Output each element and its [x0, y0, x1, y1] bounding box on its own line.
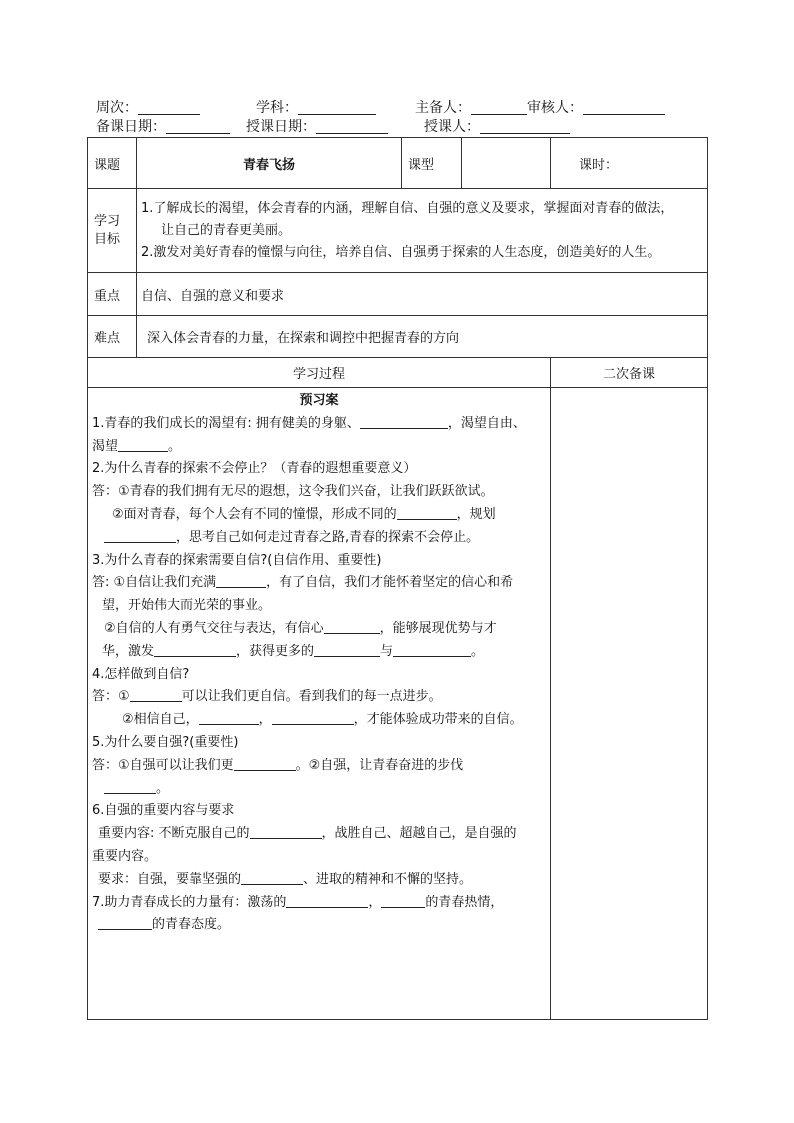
type-label: 课型 — [402, 138, 462, 189]
fill-blank — [360, 415, 448, 429]
q7-text-d: 的青春态度。 — [152, 917, 231, 933]
key-point-row — [88, 273, 708, 316]
process-content — [88, 388, 551, 1020]
a4-text-c: ②相信自己， — [122, 712, 199, 728]
prep-date-blank — [166, 119, 230, 134]
question-3: 3.为什么青春的探索需要自信?(自信作用、重要性) — [92, 552, 382, 568]
a6-text-b: ，战胜自己、超越自己，是自强的 — [321, 826, 517, 842]
key-point-value: 自信、自强的意义和要求 — [137, 273, 708, 316]
hours-label: 课时： — [551, 138, 708, 189]
question-1 — [92, 413, 546, 436]
answer-6-line-1 — [92, 823, 546, 846]
a3-text-g: 与 — [380, 643, 394, 659]
fill-blank — [393, 643, 471, 657]
fill-blank — [324, 620, 380, 634]
fill-blank — [272, 711, 354, 725]
a3-text-b: ，有了自信，我们才能怀着坚定的信心和希 — [266, 575, 514, 591]
lesson-plan-table — [87, 137, 708, 1020]
lead-label: 主备人： — [415, 100, 471, 116]
question-7 — [92, 892, 546, 915]
teach-date-label: 授课日期： — [246, 119, 316, 135]
objectives-row — [88, 189, 708, 273]
fill-blank — [397, 506, 457, 520]
q1-text-c: 渴望 — [92, 438, 119, 454]
a4-text-a: 答：① — [92, 689, 130, 705]
second-prep-header: 二次备课 — [551, 358, 708, 388]
objectives-label-line-1: 学习 — [94, 213, 121, 229]
reviewer-label: 审核人： — [527, 100, 583, 116]
section-title: 预习案 — [299, 393, 339, 408]
answer-3-line-3 — [92, 618, 546, 641]
type-value — [462, 138, 551, 189]
fill-blank — [234, 757, 296, 771]
a6-text-d: 、进取的精神和不懈的坚持。 — [303, 871, 473, 887]
answer-3-line-4 — [92, 641, 546, 664]
objectives-label — [88, 189, 137, 273]
q1-text-a: 1.青春的我们成长的渴望有: 拥有健美的身躯、 — [92, 415, 360, 431]
objective-2: 2.激发对美好青春的憧憬与向往，培养自信、自强勇于探索的人生态度，创造美好的人生。 — [141, 244, 661, 260]
a6-text-a: 重要内容: 不断克服自己的 — [98, 826, 250, 842]
a2-text-a: ②面对青春，每个人会有不同的憧憬，形成不同的 — [112, 506, 397, 522]
topic-value: 青春飞扬 — [137, 138, 402, 189]
answer-5-line-1 — [92, 755, 546, 778]
answer-2-line-3 — [92, 527, 546, 550]
a4-text-b: 可以让我们更自信。看到我们的每一点进步。 — [181, 689, 442, 705]
key-point-label: 重点 — [88, 273, 137, 316]
difficulty-label: 难点 — [88, 316, 137, 358]
second-prep-content — [551, 388, 708, 1020]
subject-field — [256, 99, 376, 117]
question-5: 5.为什么要自强?(重要性) — [92, 734, 239, 750]
objectives-content — [137, 189, 708, 273]
fill-blank — [314, 643, 380, 657]
difficulty-row — [88, 316, 708, 358]
answer-2-line-2 — [92, 504, 546, 527]
a6-text-c: 要求：自强，要靠坚强的 — [98, 871, 242, 887]
fill-blank — [154, 643, 236, 657]
fill-blank — [250, 825, 322, 839]
teacher-field — [424, 118, 570, 136]
answer-6-line-2: 重要内容。 — [92, 848, 158, 864]
q7-text-a: 7.助力青春成长的力量有：激荡的 — [92, 894, 287, 910]
teacher-label: 授课人： — [424, 119, 480, 135]
fill-blank — [104, 529, 176, 543]
topic-label: 课题 — [88, 138, 137, 189]
question-2: 2.为什么青春的探索不会停止？（青春的遐想重要意义） — [92, 461, 417, 477]
process-header-row — [88, 358, 708, 388]
answer-3-line-1 — [92, 572, 546, 595]
fill-blank — [241, 871, 303, 885]
question-6: 6.自强的重要内容与要求 — [92, 803, 235, 819]
fill-blank — [104, 780, 156, 794]
objective-1: 1.了解成长的渴望，体会青春的内涵，理解自信、自强的意义及要求，掌握面对青春的做法， — [141, 200, 674, 216]
a3-text-e: 华，激发 — [102, 643, 155, 659]
a3-text-h: 。 — [471, 643, 485, 659]
lead-field — [415, 99, 665, 117]
answer-4-line-2 — [92, 709, 546, 732]
q1-text-d: 。 — [168, 438, 182, 454]
question-7-cont — [92, 914, 546, 937]
reviewer-blank — [583, 100, 665, 115]
teach-date-blank — [316, 119, 388, 134]
answer-4-line-1 — [92, 686, 546, 709]
difficulty-value: 深入体会青春的力量，在探索和调控中把握青春的方向 — [137, 316, 708, 358]
week-label: 周次： — [96, 100, 138, 116]
question-4: 4.怎样做到自信? — [92, 666, 190, 682]
objectives-label-line-2: 目标 — [94, 231, 121, 247]
a2-text-c: ，思考自己如何走过青春之路,青春的探索不会停止。 — [176, 529, 480, 545]
a3-text-f: ，获得更多的 — [236, 643, 315, 659]
subject-label: 学科： — [256, 100, 298, 116]
lead-blank — [471, 100, 527, 115]
fill-blank — [286, 894, 368, 908]
fill-blank — [118, 438, 168, 452]
teach-date-field — [246, 118, 388, 136]
a5-text-c: 。 — [156, 780, 170, 796]
fill-blank — [216, 574, 266, 588]
a5-text-b: 。②自强，让青春奋进的步伐 — [295, 757, 464, 773]
question-1-cont — [92, 436, 546, 459]
objective-1-cont: 让自己的青春更美丽。 — [161, 222, 292, 238]
a5-text-a: 答：①自强可以让我们更 — [92, 757, 234, 773]
a4-text-d: ， — [258, 712, 272, 728]
answer-2-line-1: 答：①青春的我们拥有无尽的遐想，这令我们兴奋，让我们跃跃欲试。 — [92, 484, 494, 500]
process-row — [88, 388, 708, 1020]
fill-blank — [130, 688, 182, 702]
a2-text-b: ，规划 — [456, 506, 496, 522]
fill-blank — [381, 894, 425, 908]
topic-row — [88, 138, 708, 189]
subject-blank — [298, 100, 376, 115]
answer-6-line-3 — [92, 869, 546, 892]
a3-text-c: ②自信的人有勇气交往与表达，有信心 — [104, 620, 324, 636]
q1-text-b: ，渴望自由、 — [447, 415, 526, 431]
a4-text-e: ，才能体验成功带来的自信。 — [353, 712, 523, 728]
fill-blank — [98, 916, 152, 930]
answer-3-line-2: 望，开始伟大而光荣的事业。 — [102, 598, 272, 614]
prep-date-label: 备课日期： — [96, 119, 166, 135]
a3-text-d: ，能够展现优势与才 — [379, 620, 497, 636]
q7-text-b: ， — [368, 894, 382, 910]
a3-text-a: 答: ①自信让我们充满 — [92, 575, 217, 591]
process-header: 学习过程 — [88, 358, 551, 388]
week-field — [96, 99, 200, 117]
answer-5-line-2 — [92, 778, 546, 801]
fill-blank — [199, 711, 259, 725]
q7-text-c: 的青春热情， — [425, 894, 504, 910]
prep-date-field — [96, 118, 230, 136]
teacher-blank — [480, 119, 570, 134]
week-blank — [138, 100, 200, 115]
